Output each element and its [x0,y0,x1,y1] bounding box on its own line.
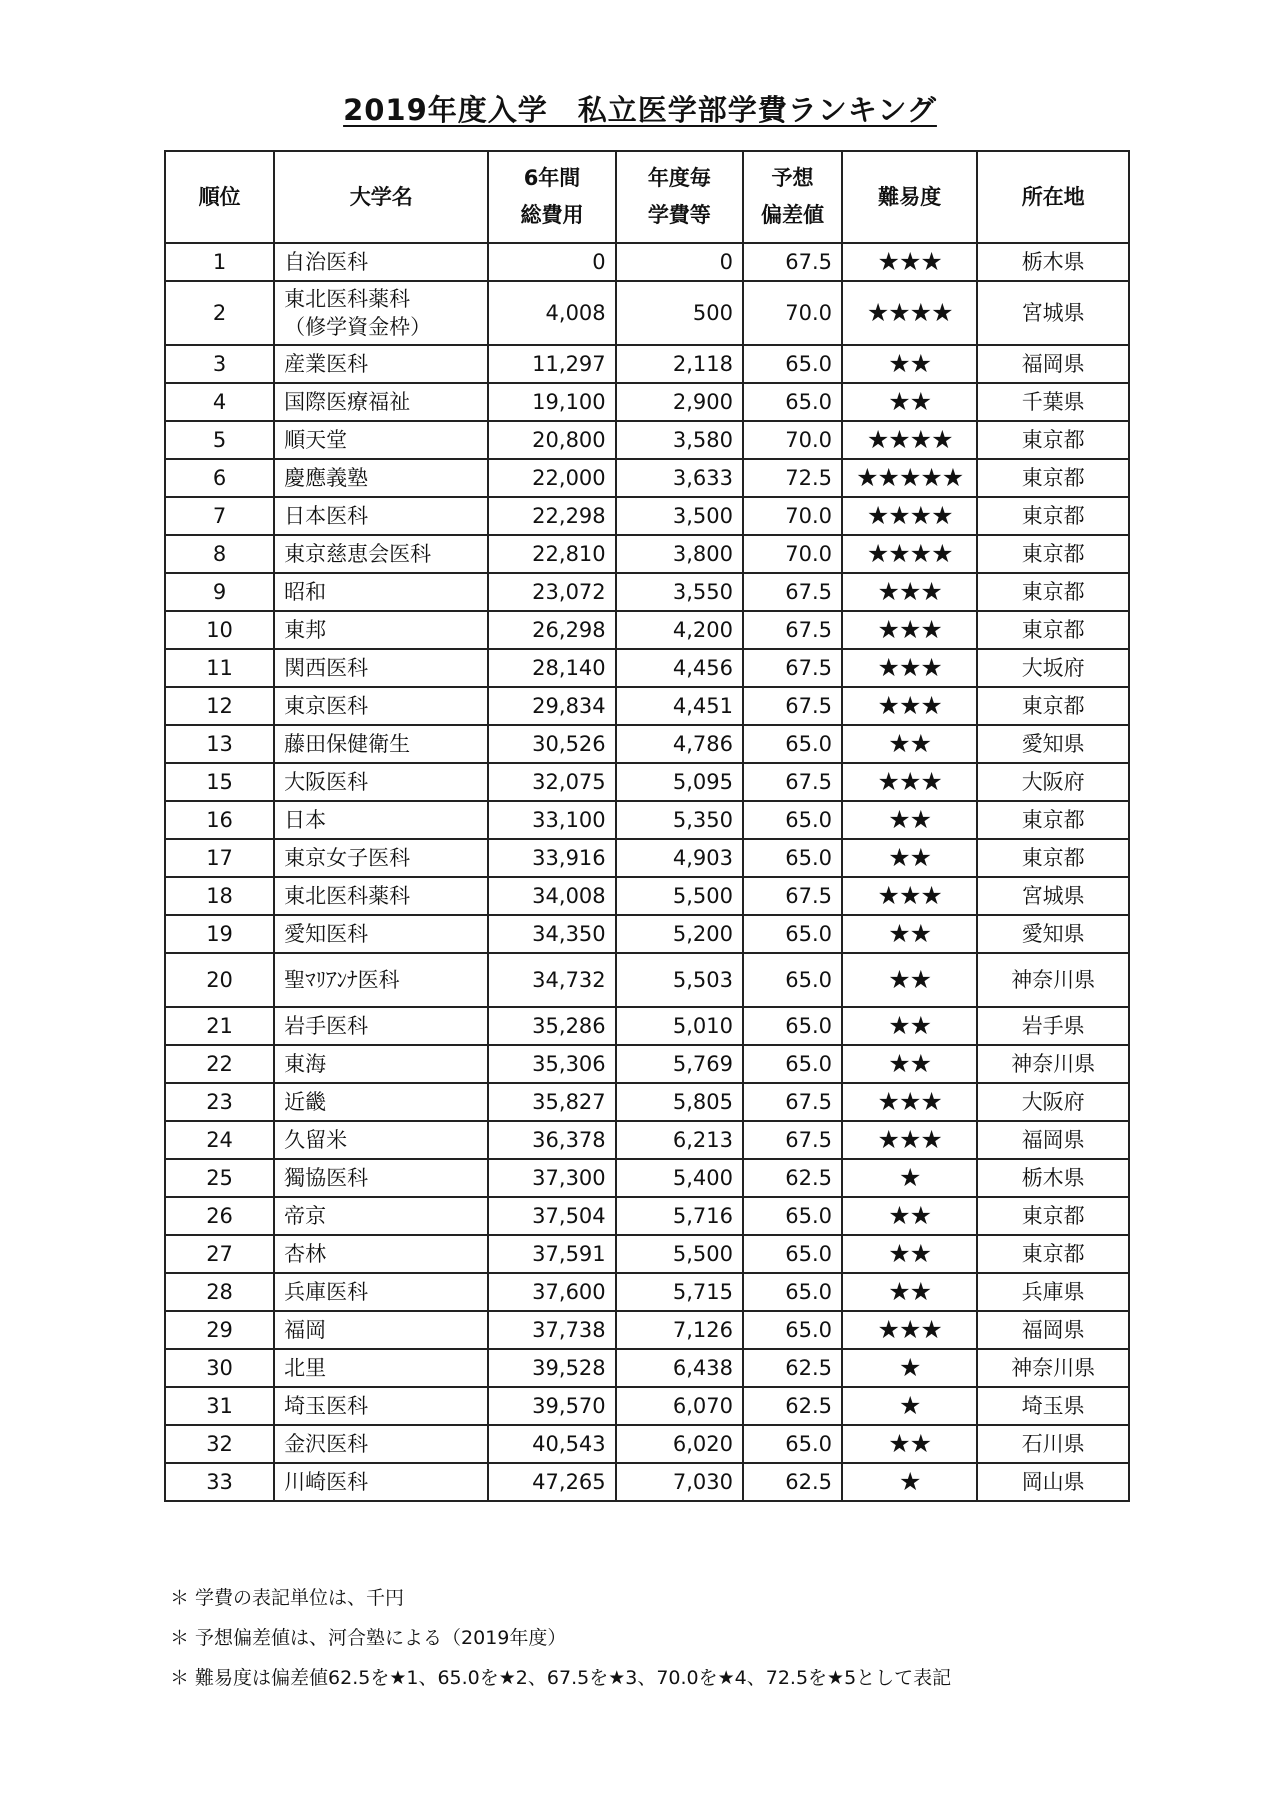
deviation-cell: 62.5 [743,1159,842,1197]
table-row [165,1387,1129,1425]
table-row [165,1273,1129,1311]
university-name-cell: 東京医科 [274,687,488,725]
total-cost-cell: 22,000 [488,459,615,497]
table-row [165,801,1129,839]
location-cell: 福岡県 [977,345,1129,383]
annual-fee-cell: 3,580 [616,421,743,459]
rank-cell: 7 [165,497,274,535]
rank-cell: 12 [165,687,274,725]
table-row [165,877,1129,915]
university-name-cell: 杏林 [274,1235,488,1273]
rank-cell: 32 [165,1425,274,1463]
total-cost-cell: 35,306 [488,1045,615,1083]
location-cell: 東京都 [977,535,1129,573]
location-cell: 東京都 [977,1197,1129,1235]
deviation-cell: 65.0 [743,1197,842,1235]
table-row [165,687,1129,725]
deviation-cell: 62.5 [743,1349,842,1387]
annual-fee-cell: 4,200 [616,611,743,649]
difficulty-stars: ★★★★ [842,535,977,573]
university-name-cell: 金沢医科 [274,1425,488,1463]
rank-cell: 8 [165,535,274,573]
difficulty-stars: ★★ [842,915,977,953]
difficulty-stars: ★★★ [842,687,977,725]
total-cost-cell: 39,570 [488,1387,615,1425]
table-row [165,1121,1129,1159]
total-cost-cell: 32,075 [488,763,615,801]
rank-cell: 15 [165,763,274,801]
table-row [165,1349,1129,1387]
rank-cell: 6 [165,459,274,497]
location-cell: 神奈川県 [977,1045,1129,1083]
total-cost-cell: 35,827 [488,1083,615,1121]
difficulty-stars: ★★★★ [842,281,977,345]
rank-cell: 23 [165,1083,274,1121]
university-name-cell: 順天堂 [274,421,488,459]
deviation-cell: 70.0 [743,281,842,345]
rank-cell: 1 [165,243,274,281]
rank-cell: 28 [165,1273,274,1311]
deviation-cell: 70.0 [743,421,842,459]
table-row [165,281,1129,345]
difficulty-stars: ★★★ [842,611,977,649]
difficulty-stars: ★★ [842,1425,977,1463]
location-cell: 石川県 [977,1425,1129,1463]
rank-cell: 25 [165,1159,274,1197]
rank-cell: 10 [165,611,274,649]
difficulty-stars: ★★★★ [842,497,977,535]
university-name-cell: 東京女子医科 [274,839,488,877]
university-name-cell: 聖ﾏﾘｱﾝﾅ医科 [274,953,488,1007]
deviation-cell: 65.0 [743,839,842,877]
total-cost-cell: 47,265 [488,1463,615,1501]
annual-fee-cell: 5,350 [616,801,743,839]
university-name-cell: 埼玉医科 [274,1387,488,1425]
location-cell: 大坂府 [977,649,1129,687]
deviation-cell: 67.5 [743,573,842,611]
university-name-cell: 川崎医科 [274,1463,488,1501]
deviation-cell: 67.5 [743,877,842,915]
total-cost-cell: 30,526 [488,725,615,763]
deviation-cell: 65.0 [743,915,842,953]
rank-cell: 33 [165,1463,274,1501]
university-name-cell: 国際医療福祉 [274,383,488,421]
university-name-cell: 慶應義塾 [274,459,488,497]
difficulty-stars: ★★ [842,839,977,877]
annual-fee-cell: 5,769 [616,1045,743,1083]
annual-fee-cell: 4,456 [616,649,743,687]
difficulty-stars: ★ [842,1159,977,1197]
location-cell: 大阪府 [977,763,1129,801]
annual-fee-cell: 5,500 [616,877,743,915]
annual-fee-cell: 3,550 [616,573,743,611]
rank-cell: 3 [165,345,274,383]
location-cell: 神奈川県 [977,953,1129,1007]
table-row [165,915,1129,953]
annual-fee-cell: 5,400 [616,1159,743,1197]
university-name-cell: 岩手医科 [274,1007,488,1045]
university-name-cell: 兵庫医科 [274,1273,488,1311]
location-cell: 東京都 [977,1235,1129,1273]
location-cell: 東京都 [977,421,1129,459]
deviation-cell: 65.0 [743,953,842,1007]
total-cost-cell: 29,834 [488,687,615,725]
header-total-cost-line2: 総費用 [520,203,584,227]
location-cell: 東京都 [977,497,1129,535]
table-row [165,535,1129,573]
location-cell: 東京都 [977,687,1129,725]
annual-fee-cell: 5,715 [616,1273,743,1311]
difficulty-stars: ★★ [842,1007,977,1045]
university-name-line2: （修学資金枠） [284,315,432,339]
university-name-cell: 日本医科 [274,497,488,535]
rank-cell: 30 [165,1349,274,1387]
deviation-cell: 72.5 [743,459,842,497]
table-row [165,345,1129,383]
deviation-cell: 67.5 [743,1121,842,1159]
difficulty-stars: ★★★★ [842,421,977,459]
deviation-cell: 70.0 [743,535,842,573]
annual-fee-cell: 6,213 [616,1121,743,1159]
difficulty-stars: ★★ [842,345,977,383]
table-row [165,1425,1129,1463]
table-row [165,1197,1129,1235]
location-cell: 東京都 [977,801,1129,839]
deviation-cell: 65.0 [743,1425,842,1463]
location-cell: 東京都 [977,839,1129,877]
table-row [165,611,1129,649]
university-name-cell: 北里 [274,1349,488,1387]
rank-cell: 20 [165,953,274,1007]
annual-fee-cell: 3,500 [616,497,743,535]
rank-cell: 29 [165,1311,274,1349]
annual-fee-cell: 5,716 [616,1197,743,1235]
table-row [165,383,1129,421]
deviation-cell: 65.0 [743,383,842,421]
deviation-cell: 67.5 [743,687,842,725]
university-name-cell: 近畿 [274,1083,488,1121]
annual-fee-cell: 4,903 [616,839,743,877]
difficulty-stars: ★★ [842,1045,977,1083]
annual-fee-cell: 5,200 [616,915,743,953]
location-cell: 埼玉県 [977,1387,1129,1425]
annual-fee-cell: 5,503 [616,953,743,1007]
deviation-cell: 62.5 [743,1463,842,1501]
difficulty-stars: ★★ [842,383,977,421]
deviation-cell: 65.0 [743,1007,842,1045]
table-row [165,1045,1129,1083]
deviation-cell: 65.0 [743,345,842,383]
annual-fee-cell: 6,070 [616,1387,743,1425]
rank-cell: 27 [165,1235,274,1273]
difficulty-stars: ★★★ [842,1311,977,1349]
total-cost-cell: 34,350 [488,915,615,953]
total-cost-cell: 11,297 [488,345,615,383]
rank-cell: 26 [165,1197,274,1235]
university-name-cell: 久留米 [274,1121,488,1159]
university-name-cell: 福岡 [274,1311,488,1349]
location-cell: 千葉県 [977,383,1129,421]
location-cell: 大阪府 [977,1083,1129,1121]
header-rank: 順位 [165,151,274,243]
university-name-cell: 自治医科 [274,243,488,281]
difficulty-stars: ★★★ [842,1083,977,1121]
table-row [165,1311,1129,1349]
location-cell: 愛知県 [977,725,1129,763]
deviation-cell: 67.5 [743,1083,842,1121]
annual-fee-cell: 4,786 [616,725,743,763]
annual-fee-cell: 5,500 [616,1235,743,1273]
table-row [165,1007,1129,1045]
location-cell: 福岡県 [977,1311,1129,1349]
location-cell: 岡山県 [977,1463,1129,1501]
total-cost-cell: 37,600 [488,1273,615,1311]
total-cost-cell: 23,072 [488,573,615,611]
deviation-cell: 67.5 [743,649,842,687]
header-deviation-line2: 偏差値 [760,203,824,227]
deviation-cell: 65.0 [743,1235,842,1273]
university-name-cell: 東邦 [274,611,488,649]
total-cost-cell: 37,504 [488,1197,615,1235]
difficulty-stars: ★★ [842,801,977,839]
annual-fee-cell: 5,095 [616,763,743,801]
page-title: 2019年度入学 私立医学部学費ランキング [343,93,937,127]
annual-fee-cell: 2,900 [616,383,743,421]
annual-fee-cell: 7,126 [616,1311,743,1349]
deviation-cell: 65.0 [743,1045,842,1083]
deviation-cell: 70.0 [743,497,842,535]
location-cell: 愛知県 [977,915,1129,953]
header-deviation [743,151,842,243]
total-cost-cell: 40,543 [488,1425,615,1463]
header-annual-fee-line2: 学費等 [647,203,711,227]
rank-cell: 2 [165,281,274,345]
total-cost-cell: 35,286 [488,1007,615,1045]
deviation-cell: 67.5 [743,611,842,649]
annual-fee-cell: 3,800 [616,535,743,573]
university-name-cell: 愛知医科 [274,915,488,953]
university-name-cell: 関西医科 [274,649,488,687]
university-name-cell [274,281,488,345]
university-name-cell: 大阪医科 [274,763,488,801]
location-cell: 福岡県 [977,1121,1129,1159]
header-annual-fee-line1: 年度毎 [647,166,711,190]
annual-fee-cell: 3,633 [616,459,743,497]
footnote-difficulty-legend: ＊ 難易度は偏差値62.5を★1、65.0を★2、67.5を★3、70.0を★4、72.5を★5として表記 [170,1667,952,1689]
total-cost-cell: 28,140 [488,649,615,687]
annual-fee-cell: 5,010 [616,1007,743,1045]
university-name-cell: 昭和 [274,573,488,611]
difficulty-stars: ★★★ [842,763,977,801]
university-name-cell: 日本 [274,801,488,839]
total-cost-cell: 20,800 [488,421,615,459]
deviation-cell: 65.0 [743,1311,842,1349]
table-row [165,243,1129,281]
difficulty-stars: ★★ [842,1235,977,1273]
annual-fee-cell: 0 [616,243,743,281]
annual-fee-cell: 4,451 [616,687,743,725]
location-cell: 神奈川県 [977,1349,1129,1387]
header-total-cost-line1: 6年間 [523,166,581,190]
difficulty-stars: ★ [842,1387,977,1425]
annual-fee-cell: 500 [616,281,743,345]
total-cost-cell: 37,300 [488,1159,615,1197]
rank-cell: 22 [165,1045,274,1083]
university-name-cell: 帝京 [274,1197,488,1235]
university-name-line1: 東北医科薬科 [284,287,411,311]
location-cell: 栃木県 [977,1159,1129,1197]
rank-cell: 19 [165,915,274,953]
table-row [165,1463,1129,1501]
university-name-cell: 藤田保健衛生 [274,725,488,763]
total-cost-cell: 33,916 [488,839,615,877]
difficulty-stars: ★★★ [842,649,977,687]
total-cost-cell: 0 [488,243,615,281]
table-row [165,1235,1129,1273]
location-cell: 東京都 [977,573,1129,611]
total-cost-cell: 33,100 [488,801,615,839]
footnote-unit: ＊ 学費の表記単位は、千円 [170,1587,405,1609]
header-row [165,151,1129,243]
total-cost-cell: 22,810 [488,535,615,573]
table-row [165,1159,1129,1197]
difficulty-stars: ★★★ [842,1121,977,1159]
table-row [165,649,1129,687]
deviation-cell: 65.0 [743,725,842,763]
location-cell: 東京都 [977,611,1129,649]
footnotes [170,1578,951,1698]
rank-cell: 17 [165,839,274,877]
rank-cell: 21 [165,1007,274,1045]
deviation-cell: 67.5 [743,243,842,281]
annual-fee-cell: 2,118 [616,345,743,383]
table-row [165,725,1129,763]
difficulty-stars: ★★ [842,725,977,763]
difficulty-stars: ★★★ [842,877,977,915]
header-total-cost [488,151,615,243]
location-cell: 東京都 [977,459,1129,497]
total-cost-cell: 39,528 [488,1349,615,1387]
annual-fee-cell: 6,020 [616,1425,743,1463]
difficulty-stars: ★ [842,1349,977,1387]
difficulty-stars: ★★ [842,1273,977,1311]
deviation-cell: 67.5 [743,763,842,801]
total-cost-cell: 26,298 [488,611,615,649]
rank-cell: 4 [165,383,274,421]
university-name-cell: 産業医科 [274,345,488,383]
header-university-name: 大学名 [274,151,488,243]
total-cost-cell: 34,732 [488,953,615,1007]
table-row [165,953,1129,1007]
difficulty-stars: ★★★ [842,573,977,611]
table-row [165,459,1129,497]
footnote-deviation-source: ＊ 予想偏差値は、河合塾による（2019年度） [170,1627,567,1649]
tuition-ranking-table [164,150,1130,1502]
annual-fee-cell: 6,438 [616,1349,743,1387]
location-cell: 兵庫県 [977,1273,1129,1311]
total-cost-cell: 36,378 [488,1121,615,1159]
table-row [165,421,1129,459]
deviation-cell: 62.5 [743,1387,842,1425]
university-name-cell: 獨協医科 [274,1159,488,1197]
university-name-cell: 東北医科薬科 [274,877,488,915]
table-row [165,839,1129,877]
table-row [165,573,1129,611]
university-name-cell: 東海 [274,1045,488,1083]
annual-fee-cell: 7,030 [616,1463,743,1501]
difficulty-stars: ★★★★★ [842,459,977,497]
location-cell: 岩手県 [977,1007,1129,1045]
university-name-cell: 東京慈恵会医科 [274,535,488,573]
table-row [165,1083,1129,1121]
location-cell: 宮城県 [977,877,1129,915]
header-annual-fee [616,151,743,243]
table-row [165,763,1129,801]
deviation-cell: 65.0 [743,801,842,839]
rank-cell: 11 [165,649,274,687]
rank-cell: 13 [165,725,274,763]
location-cell: 栃木県 [977,243,1129,281]
rank-cell: 5 [165,421,274,459]
total-cost-cell: 37,591 [488,1235,615,1273]
location-cell: 宮城県 [977,281,1129,345]
rank-cell: 9 [165,573,274,611]
annual-fee-cell: 5,805 [616,1083,743,1121]
total-cost-cell: 37,738 [488,1311,615,1349]
total-cost-cell: 22,298 [488,497,615,535]
header-location: 所在地 [977,151,1129,243]
difficulty-stars: ★ [842,1463,977,1501]
total-cost-cell: 19,100 [488,383,615,421]
rank-cell: 31 [165,1387,274,1425]
deviation-cell: 65.0 [743,1273,842,1311]
total-cost-cell: 34,008 [488,877,615,915]
difficulty-stars: ★★★ [842,243,977,281]
header-difficulty: 難易度 [842,151,977,243]
difficulty-stars: ★★ [842,1197,977,1235]
header-deviation-line1: 予想 [771,166,814,190]
rank-cell: 24 [165,1121,274,1159]
rank-cell: 18 [165,877,274,915]
rank-cell: 16 [165,801,274,839]
total-cost-cell: 4,008 [488,281,615,345]
difficulty-stars: ★★ [842,953,977,1007]
table-row [165,497,1129,535]
